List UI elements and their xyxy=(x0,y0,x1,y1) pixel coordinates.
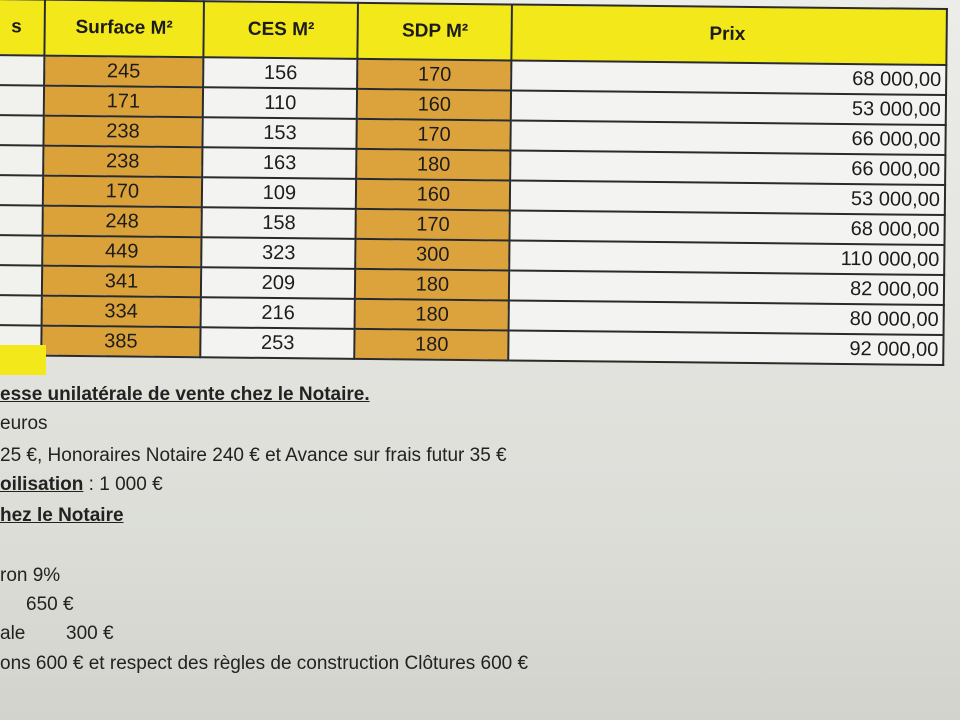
header-ces: CES M² xyxy=(204,1,359,59)
note-300: 300 € xyxy=(66,623,114,644)
prix-cell: 53 000,00 xyxy=(511,90,946,125)
ces-cell: 158 xyxy=(202,207,356,239)
note-euros: euros xyxy=(0,413,48,434)
sdp-cell: 180 xyxy=(357,149,511,181)
surface-cell: 238 xyxy=(43,146,203,178)
lot-cell xyxy=(0,85,44,116)
lot-cell xyxy=(0,145,43,176)
surface-cell: 245 xyxy=(44,56,204,88)
surface-cell: 385 xyxy=(41,326,201,358)
total-cell-highlight xyxy=(0,345,46,375)
sdp-cell: 160 xyxy=(357,89,511,121)
surface-cell: 248 xyxy=(42,206,202,238)
lot-cell xyxy=(0,115,43,146)
header-lots: s xyxy=(0,0,44,56)
lot-cell xyxy=(0,205,42,236)
note-notaire-heading: hez le Notaire xyxy=(0,505,124,526)
ces-cell: 156 xyxy=(203,57,357,89)
prix-cell: 68 000,00 xyxy=(510,210,945,245)
sdp-cell: 170 xyxy=(357,119,511,151)
ces-cell: 109 xyxy=(202,177,356,209)
note-promesse-heading: esse unilatérale de vente chez le Notaire. xyxy=(0,384,370,405)
note-immobilisation-value: : 1 000 € xyxy=(83,474,163,495)
lot-cell xyxy=(0,175,43,206)
lot-cell xyxy=(0,295,41,326)
surface-cell: 341 xyxy=(41,266,201,298)
prix-cell: 53 000,00 xyxy=(510,180,945,215)
ces-cell: 323 xyxy=(202,237,356,269)
prix-cell: 92 000,00 xyxy=(509,330,944,365)
prix-cell: 66 000,00 xyxy=(511,120,946,155)
surface-cell: 170 xyxy=(42,176,202,208)
header-prix: Prix xyxy=(512,4,947,65)
lot-cell xyxy=(0,235,42,266)
lot-cell xyxy=(0,265,42,296)
prix-cell: 82 000,00 xyxy=(509,270,944,305)
sdp-cell: 170 xyxy=(356,209,510,241)
table-header-row xyxy=(0,0,947,65)
sdp-cell: 180 xyxy=(355,299,509,331)
prix-cell: 68 000,00 xyxy=(511,60,946,95)
note-environ: ron 9% xyxy=(0,565,61,586)
ces-cell: 253 xyxy=(201,327,355,359)
note-immobilisation xyxy=(0,474,163,496)
sdp-cell: 160 xyxy=(356,179,510,211)
prix-cell: 110 000,00 xyxy=(510,240,945,275)
lot-cell xyxy=(0,55,44,86)
surface-cell: 238 xyxy=(43,116,203,148)
ces-cell: 209 xyxy=(201,267,355,299)
surface-cell: 334 xyxy=(41,296,201,328)
ces-cell: 110 xyxy=(203,87,357,119)
sdp-cell: 180 xyxy=(355,269,509,301)
note-clotures: ons 600 € et respect des règles de construction Clôtures 600 € xyxy=(0,653,529,674)
sdp-cell: 180 xyxy=(355,329,509,361)
prix-cell: 66 000,00 xyxy=(511,150,946,185)
surface-cell: 449 xyxy=(42,236,202,268)
note-650: 650 € xyxy=(26,594,74,615)
ces-cell: 163 xyxy=(203,147,357,179)
sdp-cell: 300 xyxy=(356,239,510,271)
prix-cell: 80 000,00 xyxy=(509,300,944,335)
note-ale-label: ale xyxy=(0,623,26,644)
ces-cell: 216 xyxy=(201,297,355,329)
note-honoraires: 25 €, Honoraires Notaire 240 € et Avance sur frais futur 35 € xyxy=(0,445,507,466)
sdp-cell: 170 xyxy=(357,59,511,91)
surface-cell: 171 xyxy=(43,86,203,118)
note-immobilisation-label: oilisation xyxy=(0,474,84,495)
header-surface: Surface M² xyxy=(44,0,204,57)
header-sdp: SDP M² xyxy=(358,3,513,61)
ces-cell: 153 xyxy=(203,117,357,149)
